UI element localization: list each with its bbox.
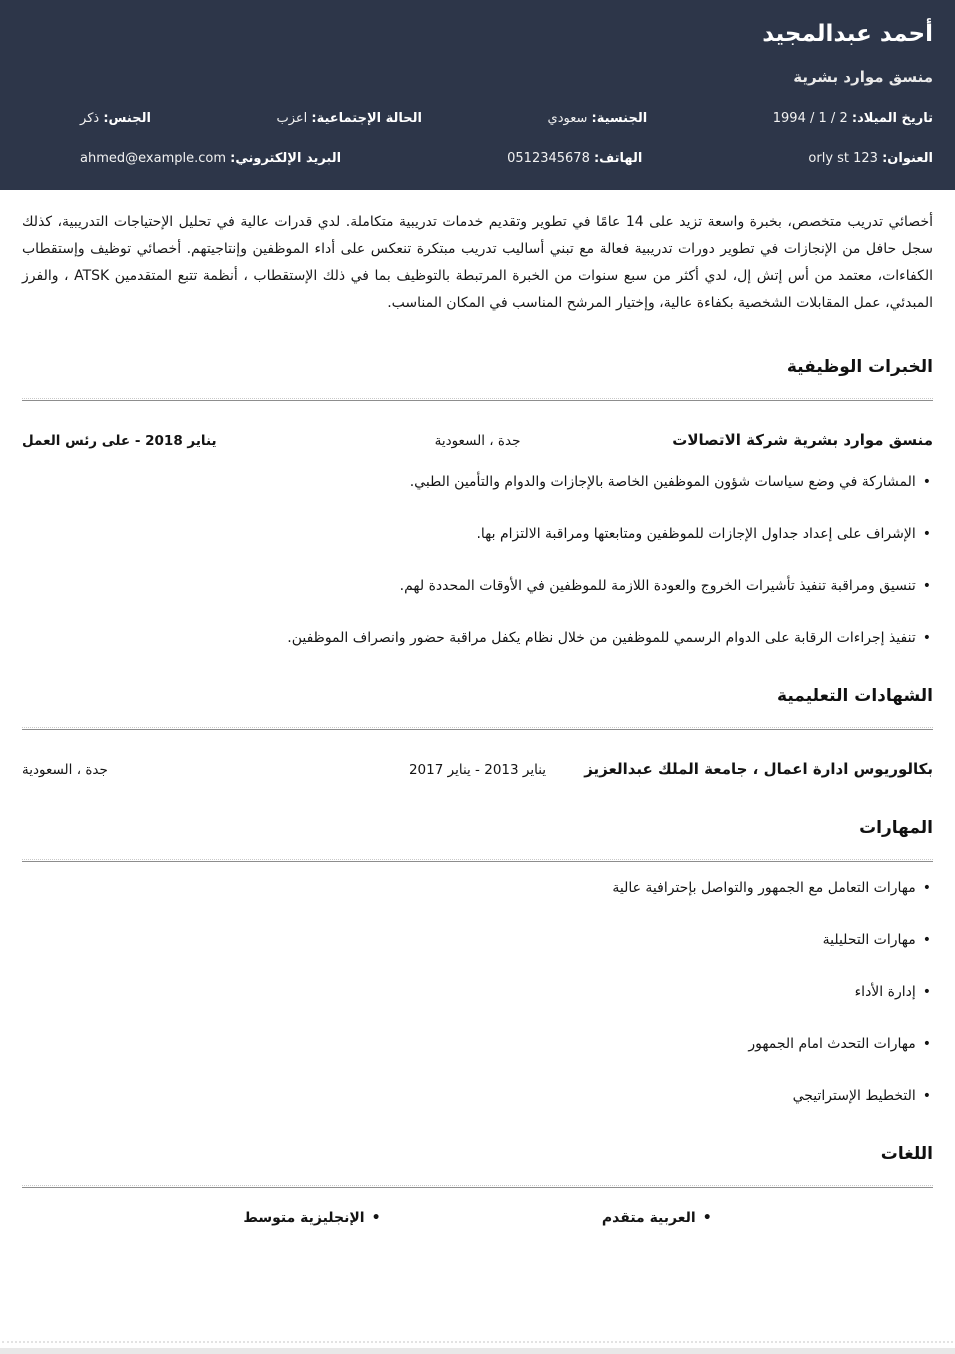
skill-item: • إدارة الأداء [22, 984, 933, 1000]
languages-row [22, 1210, 933, 1226]
info-field-value: اعزب [276, 111, 308, 126]
experience-date-range: يناير 2018 - على رئس العمل [22, 433, 217, 450]
experience-entry-row [22, 431, 933, 449]
candidate-name: أحمد عبدالمجيد [762, 21, 933, 47]
resume-header [0, 0, 955, 190]
info-field-label: الجنسية: [591, 111, 648, 126]
experience-bullet-list [22, 474, 933, 646]
info-field-value: ذكر [80, 111, 100, 126]
skill-item: • مهارات التحدث امام الجمهور [22, 1036, 933, 1052]
section-title-education: الشهادات التعليمية [777, 686, 933, 707]
info-field [808, 151, 933, 166]
info-field-label: الجنس: [103, 111, 151, 126]
info-field-value: 0512345678 [507, 151, 590, 166]
experience-bullet: • تنسيق ومراقبة تنفيذ تأشيرات الخروج والعودة اللازمة للموظفين في الأوقات المحددة لهم. [22, 578, 933, 594]
section-divider [22, 1185, 933, 1188]
info-field-value: ahmed@example.com [80, 151, 226, 166]
skill-item: • مهارات التحليلية [22, 932, 933, 948]
contact-info-row-2 [22, 151, 933, 166]
experience-job-title: منسق موارد بشرية شركة الاتصالات [672, 431, 933, 450]
language-item: • الإنجليزية متوسط [243, 1210, 380, 1226]
info-field-label: العنوان: [882, 151, 933, 166]
personal-info-row-1 [22, 111, 933, 126]
education-degree: بكالوريوس ادارة اعمال ، جامعة الملك عبدالعزيز [584, 760, 933, 779]
page-break-dotted-line [2, 1341, 953, 1343]
info-field-value: orly st 123 [808, 151, 878, 166]
skill-item: • التخطيط الإستراتيجي [22, 1088, 933, 1104]
section-divider [22, 727, 933, 730]
skills-bullet-list [22, 880, 933, 1104]
section-experience [0, 357, 955, 646]
info-field-label: الحالة الإجتماعية: [311, 111, 422, 126]
section-title-languages: اللغات [880, 1144, 933, 1165]
education-date-range: يناير 2013 - يناير 2017 [408, 762, 547, 779]
section-skills [0, 818, 955, 1104]
experience-bullet: • تنفيذ إجراءات الرقابة على الدوام الرسمي للموظفين من خلال نظام يكفل مراقبة حضور وانصراف الموظفين. [22, 630, 933, 646]
info-field-label: البريد الإلكتروني: [230, 151, 342, 166]
section-divider [22, 859, 933, 862]
footer-bar [0, 1348, 955, 1354]
info-field-value: سعودي [547, 111, 588, 126]
info-field [548, 111, 648, 126]
skill-item: • مهارات التعامل مع الجمهور والتواصل بإحترافية عالية [22, 880, 933, 896]
candidate-job-title: منسق موارد بشرية [793, 68, 933, 86]
info-field [80, 111, 151, 126]
section-title-skills: المهارات [859, 818, 933, 839]
section-languages [0, 1144, 955, 1226]
section-title-experience: الخبرات الوظيفية [786, 357, 933, 378]
experience-bullet: • الإشراف على إعداد جداول الإجازات للموظفين ومتابعتها ومراقبة الالتزام بها. [22, 526, 933, 542]
section-education [0, 686, 955, 778]
info-field [507, 151, 642, 166]
info-field [773, 111, 933, 126]
experience-bullet: • المشاركة في وضع سياسات شؤون الموظفين الخاصة بالإجازات والدوام والتأمين الطبي. [22, 474, 933, 490]
education-entry-row [22, 760, 933, 778]
page-break-footer [0, 1341, 955, 1354]
profile-summary: أخصائي تدريب متخصص، بخبرة واسعة تزيد على 14 عامًا في تطوير وتقديم خدمات تدريبية متكاملة. لدي قدرات عالية في تحليل الإحتياجات التدريبية، كذلك سجل حافل من الإنجازات في تطوير دورات تدريبية فعالة مع تبني أساليب تدريب مبتكرة تنعكس على أداء الموظفين وإنتاجيتهم. أخصائي توظيف وإستقطاب الكفاءات، معتمد من أس إتش إل، لدي أكثر من سبع سنوات من الخبرة المرتبطة بالتوظيف بما في ذلك الإستقطاب ، أنظمة تتبع المتقدمين ATSK ، والفرز المبدئي، عمل المقابلات الشخصية بكفاءة عالية، وإختيار المرشح المناسب في المكان المناسب. [22, 214, 933, 312]
info-field-label: الهاتف: [593, 151, 643, 166]
info-field-value: 2 / 1 / 1994 [772, 111, 848, 126]
experience-location: جدة ، السعودية [434, 433, 521, 450]
info-field [80, 151, 341, 166]
section-divider [22, 398, 933, 401]
language-item: • العربية متقدم [602, 1210, 712, 1226]
info-field [276, 111, 421, 126]
info-field-label: تاريخ الميلاد: [851, 111, 933, 126]
education-location: جدة ، السعودية [22, 762, 108, 779]
